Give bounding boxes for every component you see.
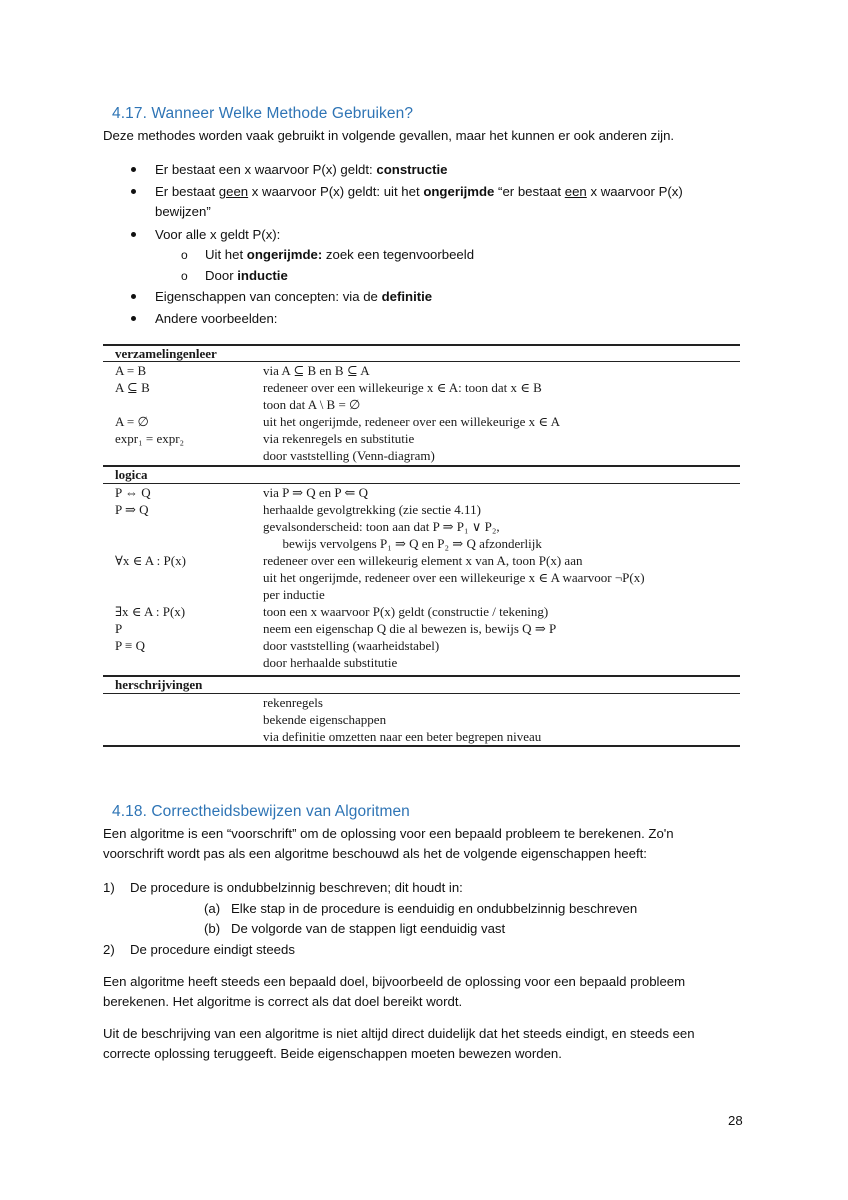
table-cell-left: A = ∅ (115, 414, 149, 429)
numbered-item-text: De procedure eindigt steeds (130, 942, 295, 957)
table-cell-right: gevalsonderscheid: toon aan dat P ⇒ P₁ ∨ P₂, (263, 519, 500, 534)
paragraph-2 (103, 972, 748, 1012)
lettered-item-text: De volgorde van de stappen ligt eenduidig vast (231, 921, 506, 936)
table-cell-right: rekenregels (263, 695, 323, 710)
subbullet-bold: ongerijmde: (246, 247, 323, 262)
subbullet-text: Uit het (205, 247, 247, 262)
paragraph-1 (103, 824, 748, 864)
bullet-item-5: Andere voorbeelden: (155, 311, 278, 326)
paragraph-line: voorschrift wordt pas als een algoritme beschouwd als het de volgende eigenschappen heeft: (103, 846, 647, 861)
bullet-text: Er bestaat een x waarvoor P(x) geldt: (155, 162, 377, 177)
paragraph-line: Een algoritme heeft steeds een bepaald doel, bijvoorbeeld de oplossing voor een bepaald probleem (103, 974, 686, 989)
bullet-text: x waarvoor P(x) geldt: uit het (248, 184, 424, 199)
table-cell-left: P (115, 621, 123, 636)
table-cell-right: via A ⊆ B en B ⊆ A (263, 363, 370, 378)
table-cell-left: expr₁ = expr₂ (115, 431, 185, 446)
bullet-text: x waarvoor P(x) (586, 184, 683, 199)
circle-bullet-icon: o (181, 248, 188, 262)
table-cell-left: P ⇔ Q (115, 485, 151, 500)
table-cell-right: via rekenregels en substitutie (263, 431, 415, 446)
paragraph-3 (103, 1024, 748, 1064)
numbered-item-text: De procedure is ondubbelzinnig beschreven; dit houdt in: (130, 880, 463, 895)
table-cell-left: P ≡ Q (115, 638, 145, 653)
bullet-text-continued: bewijzen” (155, 204, 211, 219)
table-cell-right: toon een x waarvoor P(x) geldt (constructie / tekening) (263, 604, 549, 619)
table-cell-left: A ⊆ B (115, 380, 150, 395)
section-heading-4-18: 4.18. Correctheidsbewijzen van Algoritmen (112, 803, 410, 820)
table-cell-right: bekende eigenschappen (263, 712, 387, 727)
table-cell-left: P ⇒ Q (115, 502, 149, 517)
methods-table (103, 0, 743, 1200)
table-cell-right: via P ⇒ Q en P ⇐ Q (263, 485, 368, 500)
subbullet-bold: inductie (237, 268, 288, 283)
table-section-title: logica (115, 467, 148, 482)
subbullet-text: Door (205, 268, 238, 283)
table-cell-left: ∃x ∈ A : P(x) (115, 604, 186, 619)
table-cell-right: door vaststelling (Venn-diagram) (263, 448, 435, 463)
underlined-word: geen (218, 184, 249, 199)
paragraph-line: correcte oplossing teruggeeft. Beide eigenschappen moeten bewezen worden. (103, 1046, 562, 1061)
table-cell-right: toon dat A \ B = ∅ (263, 397, 361, 412)
table-cell-right: uit het ongerijmde, redeneer over een willekeurige x ∈ A waarvoor ¬P(x) (263, 570, 645, 585)
table-cell-right: redeneer over een willekeurig element x van A, toon P(x) aan (263, 553, 583, 568)
table-cell-right: via definitie omzetten naar een beter begrepen niveau (263, 729, 542, 744)
bullet-text: Er bestaat (155, 184, 219, 199)
numbered-item-num: 2) (103, 942, 115, 957)
table-cell-right: redeneer over een willekeurige x ∈ A: toon dat x ∈ B (263, 380, 542, 395)
table-section-title: herschrijvingen (115, 677, 203, 692)
table-section-title: verzamelingenleer (115, 346, 217, 361)
bullet-bold: constructie (376, 162, 448, 177)
paragraph-line: Een algoritme is een “voorschrift” om de oplossing voor een bepaald probleem te berekenen. Zo'n (103, 826, 674, 841)
underlined-word: een (564, 184, 587, 199)
table-cell-right: uit het ongerijmde, redeneer over een willekeurige x ∈ A (263, 414, 560, 429)
bullet-bold: ongerijmde (423, 184, 495, 199)
page-number: 28 (728, 1113, 743, 1128)
lettered-item-num: (a) (204, 901, 221, 916)
subbullet-text: zoek een tegenvoorbeeld (322, 247, 475, 262)
bullet-item-3: Voor alle x geldt P(x): (155, 227, 281, 242)
bullet-bold: definitie (381, 289, 433, 304)
paragraph-line: berekenen. Het algoritme is correct als dat doel bereikt wordt. (103, 994, 463, 1009)
bullet-text: Eigenschappen van concepten: via de (155, 289, 382, 304)
lettered-item-num: (b) (204, 921, 221, 936)
table-cell-left: A = B (115, 363, 147, 378)
table-cell-right: door herhaalde substitutie (263, 655, 398, 670)
circle-bullet-icon: o (181, 269, 188, 283)
numbered-item-num: 1) (103, 880, 115, 895)
bullet-text: “er bestaat (494, 184, 565, 199)
table-cell-right: per inductie (263, 587, 325, 602)
intro-paragraph: Deze methodes worden vaak gebruikt in volgende gevallen, maar het kunnen er ook anderen zijn. (103, 128, 675, 143)
table-cell-left: ∀x ∈ A : P(x) (115, 553, 186, 568)
table-cell-right: herhaalde gevolgtrekking (zie sectie 4.11) (263, 502, 481, 517)
section-heading-4-17: 4.17. Wanneer Welke Methode Gebruiken? (112, 105, 414, 122)
table-cell-right: neem een eigenschap Q die al bewezen is, bewijs Q ⇒ P (263, 621, 557, 636)
table-cell-right: bewijs vervolgens P₁ ⇒ Q en P₂ ⇒ Q afzonderlijk (263, 536, 542, 551)
table-cell-right: door vaststelling (waarheidstabel) (263, 638, 440, 653)
paragraph-line: Uit de beschrijving van een algoritme is niet altijd direct duidelijk dat het steeds eindigt, en steeds een (103, 1026, 695, 1041)
lettered-item-text: Elke stap in de procedure is eenduidig en ondubbelzinnig beschreven (231, 901, 638, 916)
